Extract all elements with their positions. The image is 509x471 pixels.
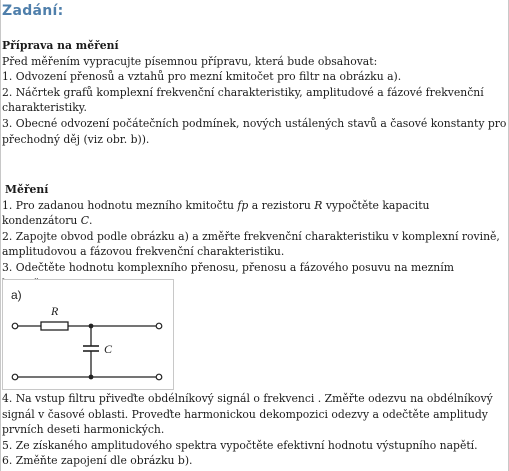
cutoff-frequency-symbol: fp <box>237 198 249 212</box>
preparation-item-1: 1. Odvození přenosů a vztahů pro mezní kmitočet pro filtr na obrázku a). <box>2 70 402 84</box>
output-terminal-top <box>156 323 162 329</box>
measurement-item-4: 4. Na vstup filtru přiveďte obdélníkový signál o frekvenci . Změřte odezvu na obdélníkový signál v časové oblasti. Proveďte harmonickou dekompozici odezvy a odečtěte amplitudy prvních deseti harmonických. <box>2 392 493 437</box>
preparation-item-3: 3. Obecné odvození počátečních podmínek, nových ustálených stavů a časové konstanty pro přechodný děj (viz obr. b)). <box>2 116 507 146</box>
circuit-figure-a <box>2 279 174 390</box>
measurement-title: Měření <box>5 183 49 196</box>
measurement-item-1 <box>2 198 507 229</box>
measurement-item-1-text-a: 1. Pro zadanou hodnotu mezního kmitočtu <box>2 198 238 212</box>
preparation-title: Příprava na měření <box>2 39 119 52</box>
measurement-item-1-text-b: a rezistoru <box>248 198 315 212</box>
preparation-section <box>2 38 507 147</box>
measurement-item-5: 5. Ze získaného amplitudového spektra vypočtěte efektivní hodnotu výstupního napětí. <box>2 438 478 452</box>
section-heading: Zadání: <box>2 3 64 19</box>
figure-label: a) <box>11 288 22 302</box>
resistor-label: R <box>51 304 59 318</box>
measurement-section <box>2 182 507 291</box>
measurement-section-continued <box>2 391 507 469</box>
capacitor-label: C <box>104 342 113 356</box>
rc-filter-schematic <box>3 280 173 389</box>
resistor-symbol: R <box>314 198 323 212</box>
page-border-left <box>0 0 1 471</box>
measurement-item-2: 2. Zapojte obvod podle obrázku a) a změřte frekvenční charakteristiku v komplexní rovině, amplitudovou a fázovou frekvenční charakteristiku. <box>2 229 500 259</box>
measurement-item-1-text-d: . <box>89 214 93 228</box>
measurement-item-1-text-c: vypočtěte kapacitu kondenzátoru <box>2 198 430 228</box>
measurement-item-3: 3. Odečtěte hodnotu komplexního přenosu, přenosu a fázového posuvu na mezním <box>2 260 454 274</box>
preparation-item-2: 2. Náčrtek grafů komplexní frekvenční charakteristiky, amplitudové a fázové frekvenční charakteristiky. <box>2 85 484 115</box>
resistor-body <box>41 322 68 330</box>
capacitor-symbol: C <box>80 214 90 228</box>
node-bottom <box>89 375 94 380</box>
measurement-item-6: 6. Změňte zapojení dle obrázku b). <box>2 454 193 468</box>
input-terminal-bottom <box>12 374 18 380</box>
input-terminal-top <box>12 323 18 329</box>
preparation-intro: Před měřením vypracujte písemnou přípravu, která bude obsahovat: <box>2 54 378 68</box>
output-terminal-bottom <box>156 374 162 380</box>
